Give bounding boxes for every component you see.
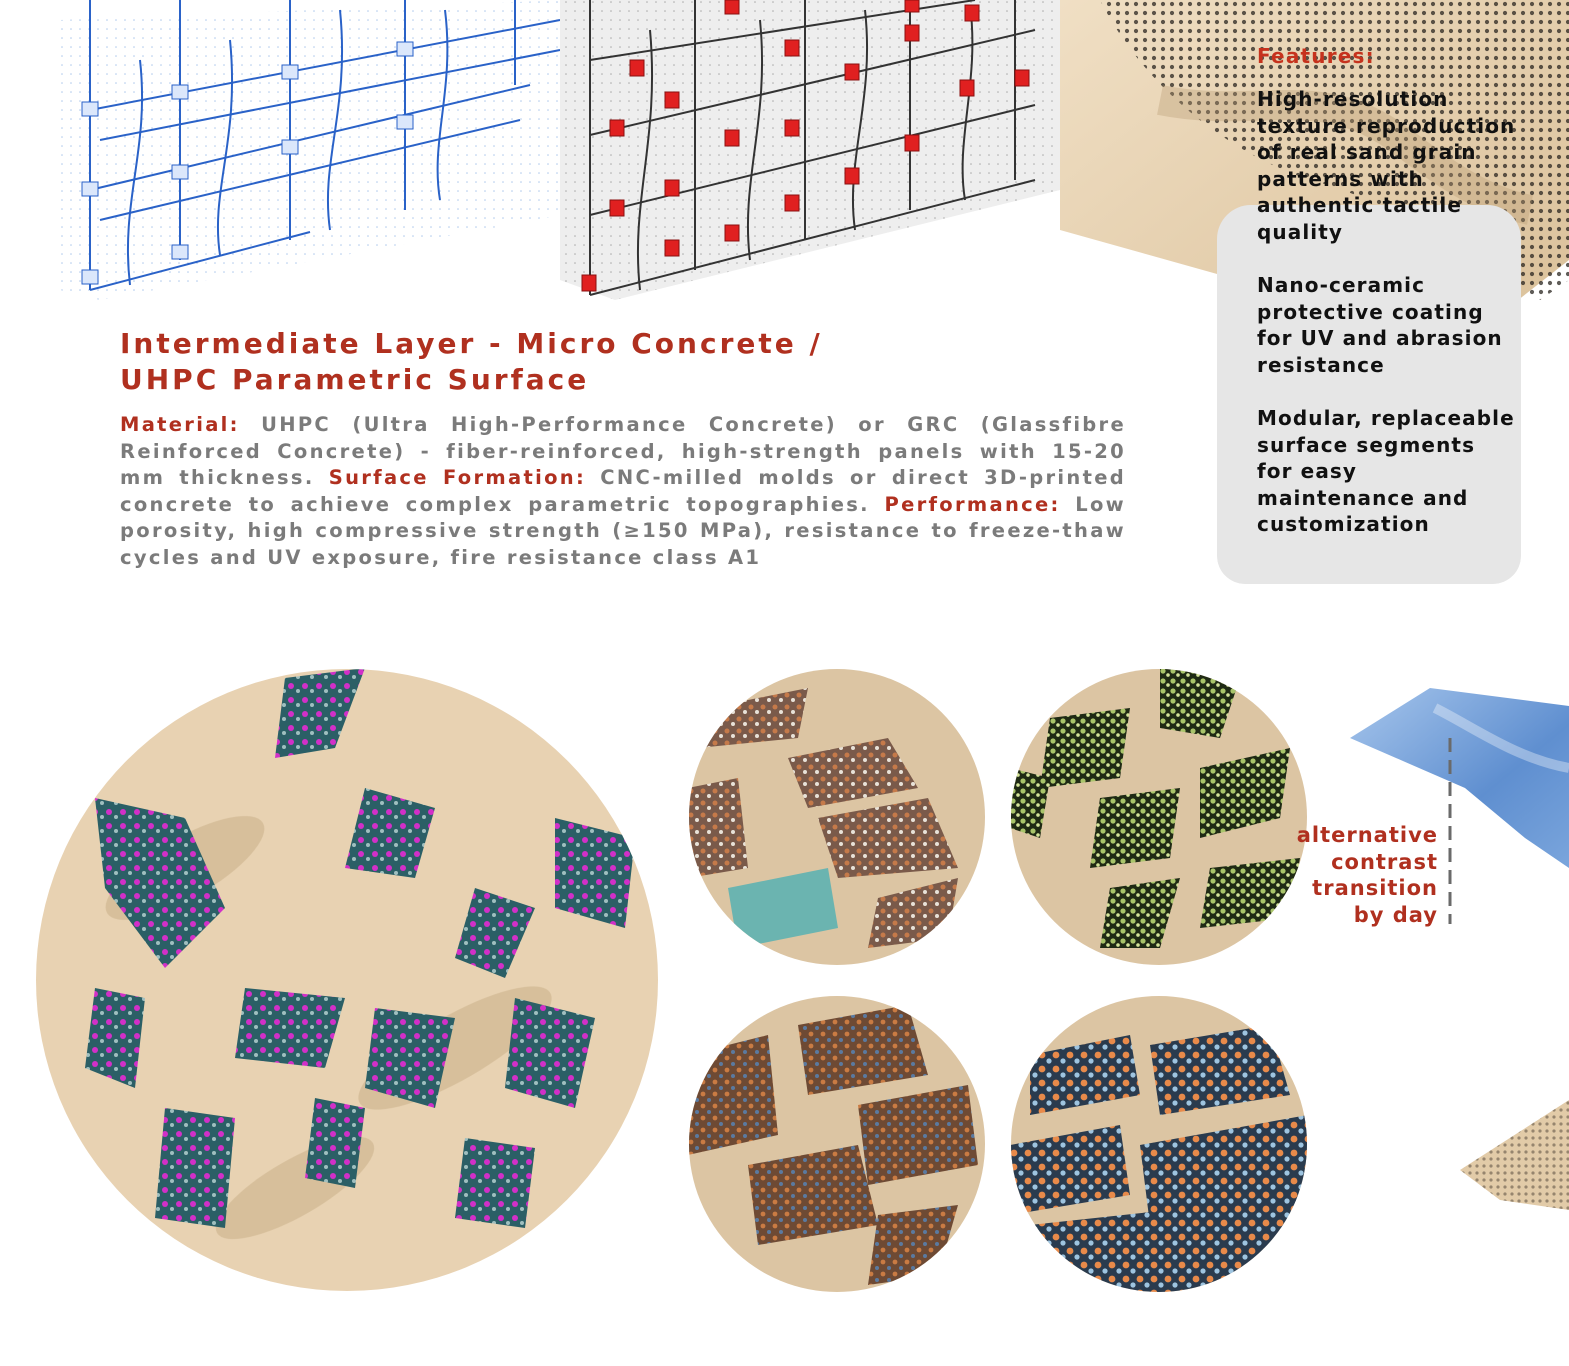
feature-item: Nano-ceramic protective coating for UV and abrasion resistance	[1257, 273, 1503, 377]
features-panel	[1217, 0, 1521, 584]
blue-wireframe-diagram	[60, 0, 590, 300]
caption-line: by day	[1353, 902, 1438, 927]
material-label: Material:	[120, 413, 240, 436]
caption-line: transition	[1312, 876, 1438, 900]
features-list	[1257, 44, 1517, 565]
texture-circle-green-lichen	[1010, 668, 1308, 966]
section-title-line: UHPC Parametric Surface	[120, 363, 590, 396]
caption-line: alternative	[1296, 823, 1438, 847]
material-text: UHPC (Ultra High-Performance Concrete) or GRC (Glassfibre Reinforced Concrete) - fiber-reinforced, high-strength panels with 15-20 mm thickness.	[120, 413, 1126, 490]
texture-circle-orange-blue-strata	[688, 995, 986, 1293]
performance-label: Performance:	[884, 492, 1061, 516]
caption-line: contrast	[1331, 849, 1438, 874]
feature-item: Modular, replaceable surface segments for easy maintenance and customization	[1257, 406, 1515, 536]
dashed-divider	[1448, 738, 1452, 924]
performance-text: Low porosity, high compressive strength (≥150 MPa), resistance to freeze-thaw cycles and UV exposure, fire resistance class A1	[120, 492, 1126, 569]
texture-circle-magenta-teal	[35, 668, 659, 1292]
alternative-contrast-caption	[1290, 822, 1438, 928]
perforated-sheet-render	[1460, 1100, 1569, 1210]
features-title: Features:	[1257, 44, 1375, 68]
section-title-line: Intermediate Layer - Micro Concrete /	[120, 327, 823, 360]
feature-item: High-resolution texture reproduction of real sand grain patterns with authentic tactile quality	[1257, 87, 1516, 244]
surface-formation-label: Surface Formation:	[328, 466, 587, 490]
grey-wireframe-diagram	[555, 0, 1065, 300]
texture-circle-rock-strata	[688, 668, 986, 966]
material-description	[120, 412, 1126, 572]
surface-formation-text: CNC-milled molds or direct 3D-printed concrete to achieve complex parametric topographies.	[120, 466, 1127, 516]
texture-circle-colorful-beads	[1010, 995, 1308, 1293]
section-title	[120, 326, 1020, 398]
